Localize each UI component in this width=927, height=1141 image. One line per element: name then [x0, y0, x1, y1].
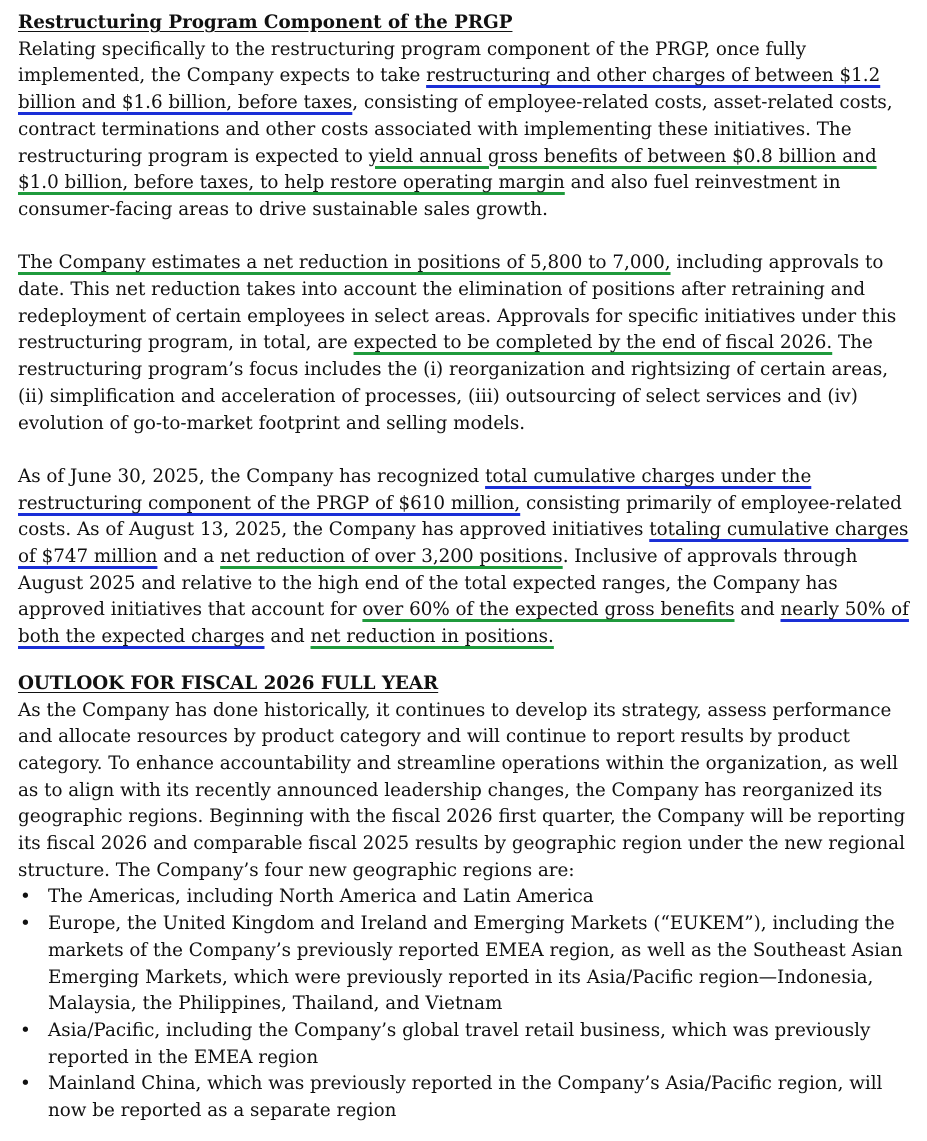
highlighted-phrase-green: expected to be completed by the end of fiscal 2026. — [353, 332, 833, 354]
highlighted-phrase-green: The Company estimates a net reduction in positions of 5,800 to 7,000, — [18, 252, 671, 274]
section-spacer — [18, 651, 915, 671]
body-text: consisting primarily of employee-related costs. As of August 13, 2025, the Company has approved initiatives — [18, 492, 902, 541]
highlighted-phrase-green: over 60% of the expected gross benefits — [362, 599, 735, 621]
paragraph-outlook-intro: As the Company has done historically, it continues to develop its strategy, assess performance and allocate resources by product category and will continue to report results by product category. To enhance accountability and streamline operations within the organization, as well as to align with its recently announced leadership changes, the Company has reorganized its geographic regions. Beginning with the fiscal 2026 first quarter, the Company will be reporting its fiscal 2026 and comparable fiscal 2025 results by geographic region under the new regional structure. The Company’s four new geographic regions are: — [18, 699, 906, 881]
highlighted-phrase-green: net reduction of over 3,200 positions — [220, 546, 563, 568]
paragraph-spacer — [18, 224, 915, 251]
region-asia-pacific: Asia/Pacific, including the Company’s global travel retail business, which was previously reported in the EMEA region — [48, 1019, 871, 1068]
paragraph-spacer — [18, 437, 915, 464]
section-heading-outlook: OUTLOOK FOR FISCAL 2026 FULL YEAR — [18, 672, 439, 694]
highlighted-phrase-green: net reduction in positions. — [310, 626, 554, 648]
body-text: and — [264, 626, 311, 648]
body-text: The restructuring program’s focus includes the (i) reorganization and rightsizing of certain areas, (ii) simplification and acceleration of processes, (iii) outsourcing of select services and (iv) evolution of go-to-market footprint and selling models. — [18, 332, 889, 434]
body-text: , consisting of employee-related costs, asset-related costs, contract terminations and other costs associated with implementing these initiatives. The restructuring program is expected to — [18, 92, 893, 167]
list-item — [18, 1071, 915, 1124]
list-item — [18, 884, 915, 911]
highlighted-phrase-blue: restructuring and other charges of between $1.2 billion and $1.6 billion, before taxes — [18, 65, 881, 114]
body-text: and also fuel reinvestment in consumer-facing areas to drive sustainable sales growth. — [18, 172, 841, 220]
bullet-icon: • — [20, 1019, 31, 1041]
body-text: including approvals to date. This net reduction takes into account the elimination of positions after retraining and redeployment of certain employees in select areas. Approvals for specific initiatives under this restructuring program, in total, are — [18, 252, 897, 354]
body-text: and a — [157, 546, 221, 568]
body-text: and — [734, 599, 781, 621]
section-heading-restructuring: Restructuring Program Component of the PRGP — [18, 12, 513, 33]
list-item — [18, 1018, 915, 1071]
body-text: Relating specifically to the restructuring program component of the PRGP, once fully implemented, the Company expects to take — [18, 38, 807, 87]
regions-list — [18, 884, 915, 1124]
region-americas: The Americas, including North America and Latin America — [48, 886, 594, 908]
list-item — [18, 911, 915, 1018]
highlighted-phrase-green: yield annual gross benefits of between $0.8 billion and $1.0 billion, before taxes, to help restore operating margin — [18, 145, 877, 194]
region-eukem: Europe, the United Kingdom and Ireland and Emerging Markets (“EUKEM”), including the markets of the Company’s previously reported EMEA region, as well as the Southeast Asian Emerging Markets, which were previously reported in its Asia/Pacific region—Indonesia, Malaysia, the Philippines, Thailand, and Vietnam — [48, 913, 903, 1015]
bullet-icon: • — [20, 1073, 31, 1095]
body-text: As of June 30, 2025, the Company has recognized — [18, 465, 486, 487]
bullet-icon: • — [20, 886, 31, 908]
body-text: . Inclusive of approvals through August 2025 and relative to the high end of the total expected ranges, the Company has approved initiatives that account for — [18, 546, 858, 621]
paragraph-restructuring-charges — [18, 37, 915, 224]
highlighted-phrase-blue: total cumulative charges under the restructuring component of the PRGP of $610 million, — [18, 465, 812, 514]
highlighted-phrase-blue: nearly 50% of both the expected charges — [18, 599, 909, 648]
highlighted-phrase-blue: totaling cumulative charges of $747 million — [18, 519, 909, 568]
paragraph-cumulative-charges — [18, 464, 915, 651]
region-mainland-china: Mainland China, which was previously reported in the Company’s Asia/Pacific region, will now be reported as a separate region — [48, 1073, 883, 1122]
paragraph-position-reduction — [18, 250, 915, 437]
bullet-icon: • — [20, 913, 31, 935]
